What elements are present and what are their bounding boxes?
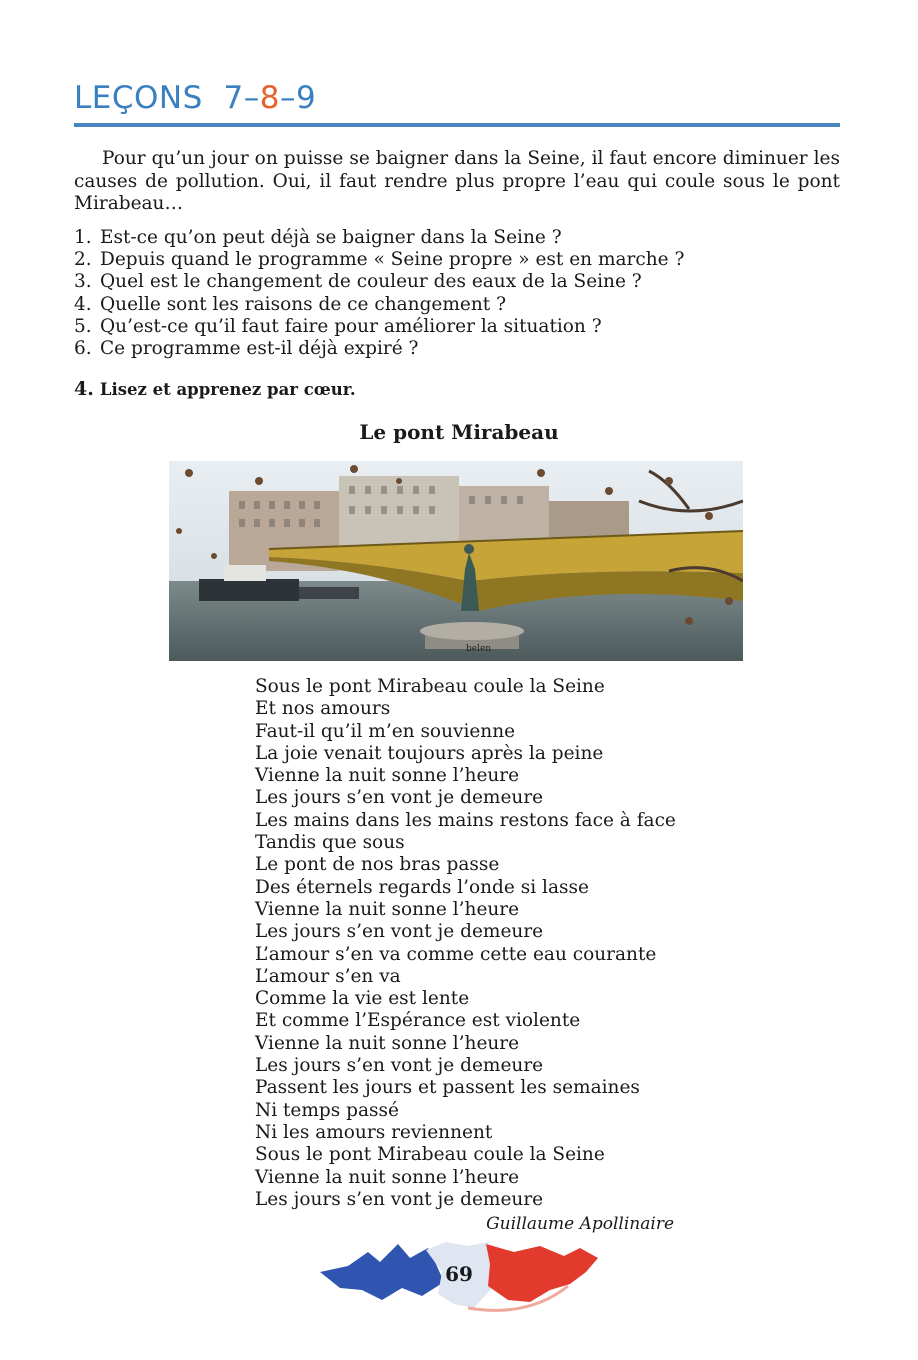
poem-line: Tandis que sous: [255, 832, 405, 854]
page-number: 69: [445, 1262, 473, 1286]
poem-author: Guillaume Apollinaire: [486, 1214, 674, 1234]
poem-lines: [255, 676, 676, 1211]
question-item: [74, 227, 840, 249]
exercise-number: 4.: [74, 378, 94, 400]
poem-line: L’amour s’en va comme cette eau courante: [255, 943, 657, 965]
question-text: Est-ce qu’on peut déjà se baigner dans la Seine ?: [100, 227, 562, 248]
question-text: Ce programme est-il déjà expiré ?: [100, 338, 419, 360]
poem-line: Les jours s’en vont je demeure: [255, 1188, 544, 1210]
intro-paragraph: [74, 148, 840, 216]
question-item: [74, 316, 840, 338]
poem-line: Passent les jours et passent les semaines: [255, 1077, 640, 1099]
poem-line: La joie venait toujours après la peine: [255, 742, 604, 764]
lesson-title-highlight: 8: [259, 80, 280, 116]
question-text: Quel est le changement de couleur des eaux de la Seine ?: [100, 271, 642, 293]
question-item: [74, 271, 840, 293]
poem-line: Comme la vie est lente: [255, 988, 470, 1010]
poem-line: Vienne la nuit sonne l’heure: [255, 1032, 520, 1054]
question-number: 3.: [74, 271, 92, 293]
poem-line: Les jours s’en vont je demeure: [255, 787, 544, 809]
question-item: [74, 294, 840, 316]
poem-line: Sous le pont Mirabeau coule la Seine: [255, 676, 605, 697]
title-underline: [74, 123, 840, 127]
poem-line: Et comme l’Espérance est violente: [255, 1010, 581, 1032]
lesson-title-suffix: –9: [279, 80, 317, 116]
exercise-heading: [74, 378, 356, 400]
intro-text: Pour qu’un jour on puisse se baigner dans la Seine, il faut encore diminuer les causes de pollution. Oui, il faut rendre plus propre l’eau qui coule sous le pont Mirabeau…: [74, 148, 840, 214]
photo-caption: belen: [466, 644, 492, 654]
poem-line: Vienne la nuit sonne l’heure: [255, 765, 520, 787]
poem-line: Les jours s’en vont je demeure: [255, 921, 544, 943]
question-item: [74, 249, 840, 271]
question-text: Qu’est-ce qu’il faut faire pour améliorer la situation ?: [100, 315, 602, 337]
poem-line: Les mains dans les mains restons face à face: [255, 809, 676, 831]
question-text: Quelle sont les raisons de ce changement ?: [100, 293, 507, 315]
question-number: 4.: [74, 293, 92, 315]
question-number: 2.: [74, 249, 92, 271]
poem-line: Faut-il qu’il m’en souvienne: [255, 720, 516, 742]
question-number: 1.: [74, 227, 92, 248]
lesson-title-prefix: LEÇONS 7–: [74, 80, 260, 116]
question-text: Depuis quand le programme « Seine propre » est en marche ?: [100, 249, 685, 271]
poem-line: Vienne la nuit sonne l’heure: [255, 1166, 520, 1188]
exercise-instruction: Lisez et apprenez par cœur.: [99, 380, 356, 399]
poem-title: Le pont Mirabeau: [359, 420, 559, 444]
poem-line: Et nos amours: [255, 698, 391, 720]
poem-line: Le pont de nos bras passe: [255, 854, 500, 876]
question-list: [74, 227, 840, 360]
lesson-title: [74, 80, 316, 116]
poem-line: Ni les amours reviennent: [255, 1121, 493, 1143]
bridge-photo: [169, 461, 743, 661]
poem-line: Les jours s’en vont je demeure: [255, 1055, 544, 1077]
poem-line: L’amour s’en va: [255, 965, 401, 987]
poem-line: Des éternels regards l’onde si lasse: [255, 876, 589, 898]
question-number: 5.: [74, 315, 92, 337]
poem-line: Vienne la nuit sonne l’heure: [255, 898, 520, 920]
question-item: [74, 338, 840, 360]
question-number: 6.: [74, 338, 92, 360]
poem-line: Sous le pont Mirabeau coule la Seine: [255, 1144, 605, 1166]
poem-line: Ni temps passé: [255, 1099, 399, 1121]
